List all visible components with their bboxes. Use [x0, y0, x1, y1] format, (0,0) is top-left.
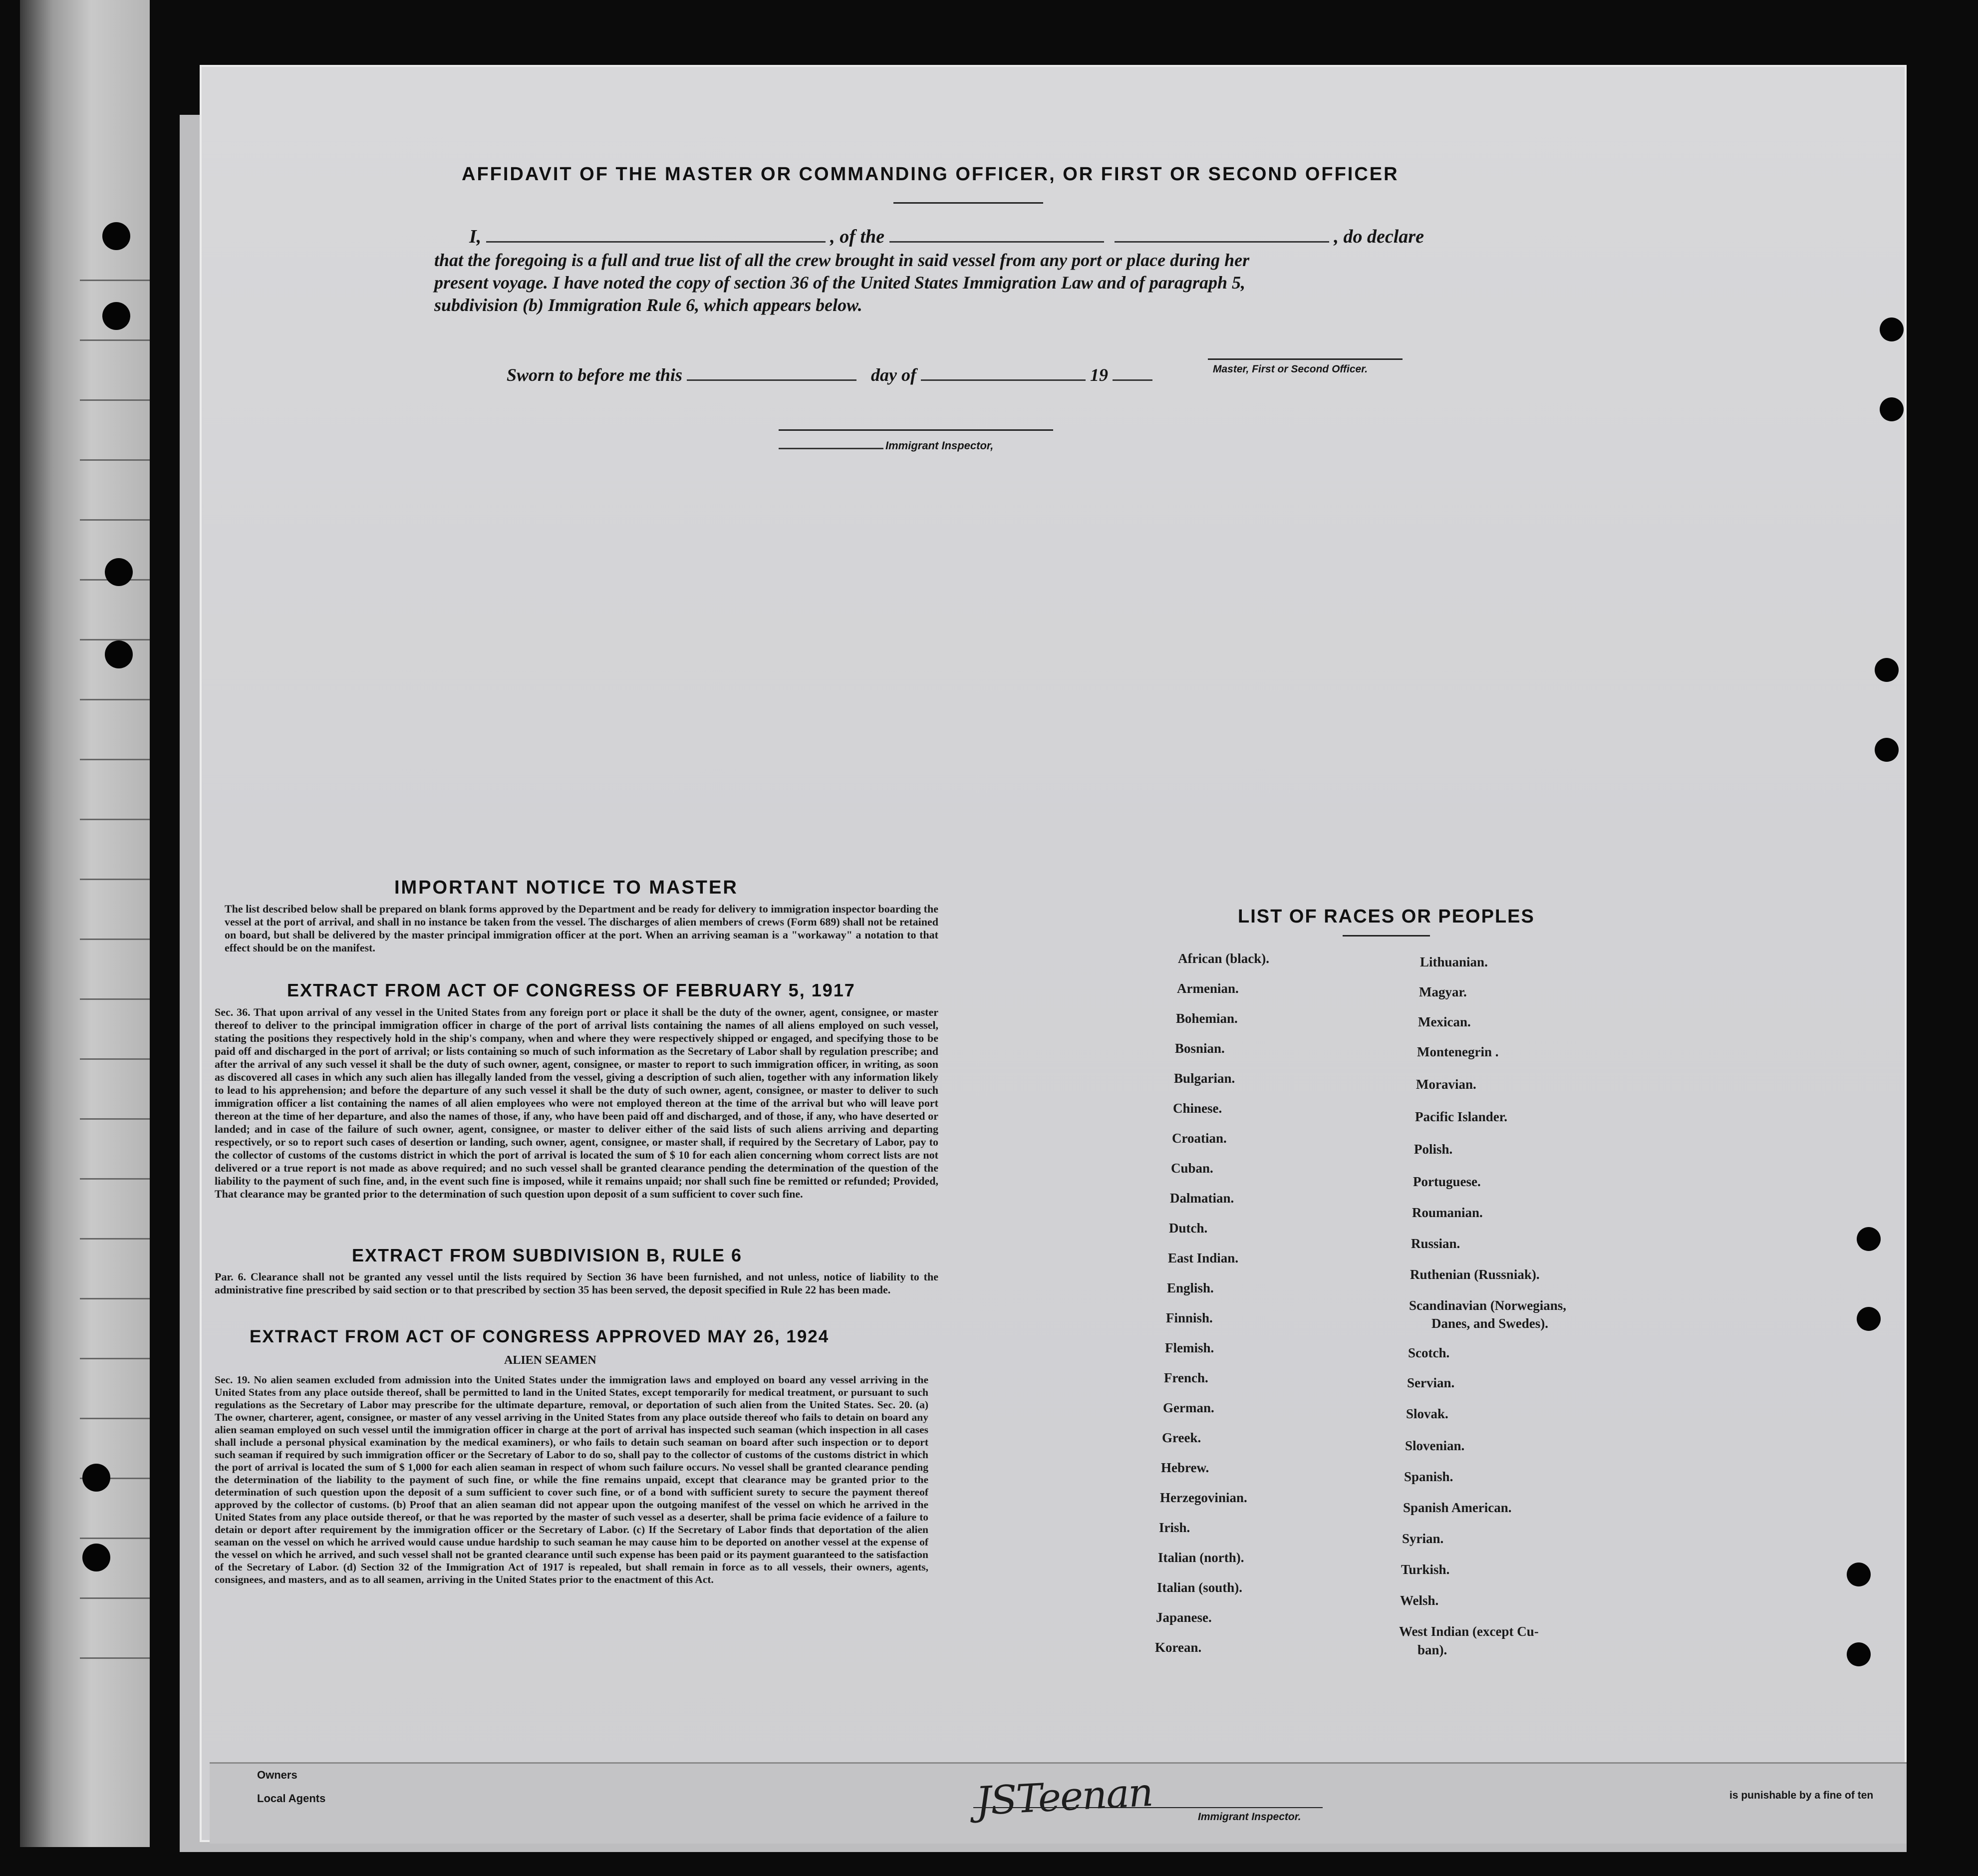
race-item: Spanish. [1404, 1469, 1453, 1484]
affidavit-body-line-1: that the foregoing is a full and true list of all the crew brought in said vessel from any port or place during her [434, 250, 1250, 270]
extract-1924-text: Sec. 19. No alien seamen excluded from admission into the United States under the immigration laws and employed on board any vessel arriving in the United States from any place outside thereof, shall be permitted to land in the United States, except temporarily for medical treatment, or pursuant to such regulations as the Secretary of Labor may prescribe for the ultimate departure, removal, or deportation of such alien from the United States. Sec. 20. (a) The owner, charterer, agent, consignee, or master of any vessel arriving in the United States from any place outside thereof who fails to detain on board any alien seaman employed on such vessel until the immigration officer in charge at the port of arrival has inspected such seaman (which inspection in all cases shall include a personal physical examination by the medical examiners), or who fails to detain such seaman on board after such inspection or to deport such seaman if required by such immigration officer or the Secretary of Labor to do so, shall pay to the collector of customs of the customs district in which the port of arrival is located the sum of $ 1,000 for each alien seaman in respect of whom such failure occurs. No vessel shall be granted clearance pending the determination of the liability to the payment of such fine, or while the fine remains unpaid, except that clearance may be granted prior to the determination of such question upon the deposit of a sum sufficient to cover such fine, or of a bond with sufficient surety to secure the payment thereof approved by the collector of customs. (b) Proof that an alien seaman did not appear upon the outgoing manifest of the vessel on which he arrived in the United States from any place outside thereof, or that he was reported by the master of such vessel as a deserter, shall be prima facie evidence of a failure to detain or deport after requirement by the immigration officer or the Secretary of Labor. (c) If the Secretary of Labor finds that deportation of the alien seaman on the vessel on which he arrived would cause undue hardship to such seaman he may cause him to be deported on another vessel at the expense of the vessel on which he arrived, and such vessel shall not be granted clearance until such expense has been paid or its payment guaranteed to the satisfaction of the Secretary of Labor. (d) Section 32 of the Immigration Act of 1917 is repealed, but shall remain in force as to all vessels, their owners, agents, consignees, and masters, and as to all seamen, arriving in the United States prior to the enactment of this Act. [215, 1374, 928, 1585]
race-item: Cuban. [1171, 1161, 1213, 1176]
sworn-label: Sworn to before me this [507, 365, 683, 385]
race-item: Slovenian. [1405, 1438, 1465, 1453]
race-item: Irish. [1159, 1520, 1190, 1535]
punch-hole [1880, 397, 1904, 421]
inspector-signature-row [779, 439, 993, 452]
race-item: Scandinavian (Norwegians, [1409, 1298, 1567, 1313]
footer-signature-line [973, 1807, 1323, 1808]
race-item: East Indian. [1168, 1251, 1239, 1265]
race-item: Dutch. [1169, 1221, 1208, 1236]
race-item: Croatian. [1172, 1131, 1227, 1146]
race-item: Ruthenian (Russniak). [1410, 1267, 1540, 1282]
notice-text: The list described below shall be prepared on blank forms approved by the Department and be ready for delivery to immigration inspector boarding the vessel at the port of arrival, and shall in no instance be taken from the vessel. The discharges of alien members of crews (Form 689) shall not be retained on board, but shall be delivered by the master principal immigration officer at the port. When an arriving seaman is a "workaway" a notation to that effect should be on the manifest. [225, 903, 938, 954]
vessel-field-2[interactable] [1115, 241, 1329, 243]
race-item: Polish. [1414, 1142, 1453, 1157]
race-item: African (black). [1178, 951, 1269, 966]
race-item: Spanish American. [1403, 1500, 1512, 1515]
race-item: Bulgarian. [1174, 1071, 1235, 1086]
race-item: Mexican. [1418, 1014, 1471, 1029]
race-item: English. [1167, 1280, 1214, 1295]
race-item: ban). [1417, 1642, 1447, 1657]
punch-hole [102, 302, 130, 330]
race-item: Korean. [1155, 1640, 1202, 1655]
race-item: Japanese. [1156, 1610, 1212, 1625]
race-item: French. [1164, 1370, 1208, 1385]
punch-hole [1857, 1307, 1881, 1331]
race-item: Pacific Islander. [1415, 1109, 1507, 1124]
sworn-month-field[interactable] [921, 379, 1086, 381]
underlying-sheet-edge [20, 0, 150, 1847]
race-item: Bosnian. [1175, 1041, 1225, 1056]
owners-label: Owners [257, 1769, 297, 1781]
race-item: Finnish. [1166, 1310, 1213, 1325]
punch-hole [1880, 317, 1904, 341]
race-item: Slovak. [1406, 1406, 1448, 1421]
punch-hole [82, 1464, 110, 1492]
race-item: Magyar. [1419, 984, 1467, 999]
vessel-field[interactable] [889, 241, 1104, 243]
rule6-text: Par. 6. Clearance shall not be granted any vessel until the lists required by Section 36 have been furnished, and not unless, notice of liability to the administrative fine prescribed by said section or to that prescribed by section 35 has been served, the deposit specified in Rule 22 has been made. [215, 1270, 938, 1296]
rule6-title: EXTRACT FROM SUBDIVISION B, RULE 6 [352, 1245, 743, 1265]
race-item: Italian (north). [1158, 1550, 1244, 1565]
punch-hole [1857, 1227, 1881, 1251]
extract-1917-title: EXTRACT FROM ACT OF CONGRESS OF FEBRUARY 5, 1917 [287, 980, 855, 1000]
punch-hole [1875, 658, 1899, 682]
race-item: Russian. [1411, 1236, 1460, 1251]
race-item: West Indian (except Cu- [1399, 1624, 1539, 1639]
i-label: I, [469, 226, 482, 247]
extract-1924-subtitle: ALIEN SEAMEN [504, 1354, 596, 1367]
affidavit-first-line [469, 226, 1424, 248]
race-item: Roumanian. [1412, 1205, 1483, 1220]
race-item: Servian. [1407, 1375, 1455, 1390]
race-item: Chinese. [1173, 1101, 1222, 1116]
race-item: Dalmatian. [1170, 1191, 1234, 1206]
inspector-signature: JSTeenan [974, 1770, 1154, 1825]
punch-hole [102, 222, 130, 250]
race-item: Scotch. [1408, 1345, 1450, 1360]
race-item: Greek. [1162, 1430, 1201, 1445]
sworn-year-field[interactable] [1113, 379, 1152, 381]
race-item: German. [1163, 1400, 1214, 1415]
master-signature-label: Master, First or Second Officer. [1213, 363, 1368, 375]
punch-hole [1847, 1563, 1871, 1586]
fine-note: is punishable by a fine of ten [1729, 1790, 1874, 1801]
race-item: Armenian. [1177, 981, 1239, 996]
race-item: Hebrew. [1161, 1460, 1209, 1475]
race-item: Syrian. [1402, 1531, 1444, 1546]
do-declare-label: , do declare [1334, 226, 1424, 247]
race-item: Herzegovinian. [1160, 1490, 1247, 1505]
footer-inspector-label: Immigrant Inspector. [1198, 1811, 1301, 1823]
punch-hole [82, 1544, 110, 1571]
year-label: 19 [1090, 365, 1109, 385]
punch-hole [1875, 738, 1899, 762]
sworn-line [507, 364, 1152, 385]
extract-1917-text: Sec. 36. That upon arrival of any vessel in the United States from any foreign port or place it shall be the duty of the owner, agent, consignee, or master thereof to deliver to the principal immigration officer in charge of the port of arrival lists containing the names of all aliens employed on such vessel, stating the positions they respectively hold in the ship's company, when and where they were respectively shipped or engaged, and specifying those to be paid off and discharged in the port of arrival; or lists containing so much of such information as the Secretary of Labor shall by regulation prescribe; and after the arrival of any such vessel it shall be the duty of such owner, agent, consignee, or master to report to such immigration officer, in writing, as soon as discovered all cases in which any such alien has illegally landed from the vessel, giving a description of such alien, together with any information likely to lead to his apprehension; and before the departure of any such vessel it shall be the duty of such owner, agent, consignee, or master to deliver to such immigration officer a list containing the names of all alien employees who were not employed thereon at the time of the arrival but who will leave port thereon at the time of her departure, and also the names of those, if any, who have been paid off and discharged, and of those, if any, who have deserted or landed; and in case of the failure of such owner, agent, consignee, or master to deliver either of the said lists of such aliens arriving and departing respectively, or so to report such cases of desertion or landing, such owner, agent, consignee, or master shall, if required by the Secretary of Labor, pay to the collector of customs of the customs district in which the port of arrival is located the sum of $ 10 for each alien concerning whom correct lists are not delivered or a true report is not made as above required; and no such vessel shall be granted clearance pending the determination of the question of the liability to the payment of such fine, and, in the event such fine is imposed, while it remains unpaid; nor shall such fine be remitted or refunded; Provided, That clearance may be granted prior to the determination of such question upon deposit of a sum sufficient to cover such fine. [215, 1006, 938, 1200]
race-item: Danes, and Swedes). [1431, 1316, 1549, 1331]
races-title: LIST OF RACES OR PEOPLES [1238, 906, 1535, 927]
inspector-signature-field[interactable] [779, 448, 883, 449]
punch-hole [105, 640, 133, 668]
punch-hole [1847, 1642, 1871, 1666]
race-item: Lithuanian. [1420, 954, 1488, 969]
race-item: Montenegrin . [1417, 1044, 1499, 1059]
name-field[interactable] [486, 241, 826, 243]
race-item: Turkish. [1401, 1562, 1450, 1577]
races-title-underline [1343, 935, 1430, 937]
race-item: Flemish. [1165, 1340, 1214, 1355]
affidavit-title: AFFIDAVIT OF THE MASTER OR COMMANDING OFFICER, OR FIRST OR SECOND OFFICER [462, 164, 1399, 185]
race-item: Portuguese. [1413, 1174, 1481, 1189]
master-signature-line [1208, 358, 1403, 360]
affidavit-body-line-3: subdivision (b) Immigration Rule 6, which appears below. [434, 295, 862, 315]
inspector-signature-line-upper [779, 429, 1053, 431]
race-item: Bohemian. [1176, 1011, 1238, 1026]
race-item: Moravian. [1416, 1077, 1476, 1092]
extract-1924-title: EXTRACT FROM ACT OF CONGRESS APPROVED MAY 26, 1924 [250, 1327, 830, 1346]
title-underline [893, 202, 1043, 204]
affidavit-body-line-2: present voyage. I have noted the copy of section 36 of the United States Immigration Law and of paragraph 5, [434, 273, 1245, 293]
inspector-signature-label: Immigrant Inspector, [885, 439, 994, 452]
local-agents-label: Local Agents [257, 1792, 326, 1805]
day-of-label: day of [871, 365, 917, 385]
notice-title: IMPORTANT NOTICE TO MASTER [394, 877, 738, 898]
race-item: Italian (south). [1157, 1580, 1243, 1595]
punch-hole [105, 558, 133, 586]
race-item: Welsh. [1400, 1593, 1439, 1608]
sworn-day-field[interactable] [687, 379, 856, 381]
of-the-label: , of the [830, 226, 885, 247]
